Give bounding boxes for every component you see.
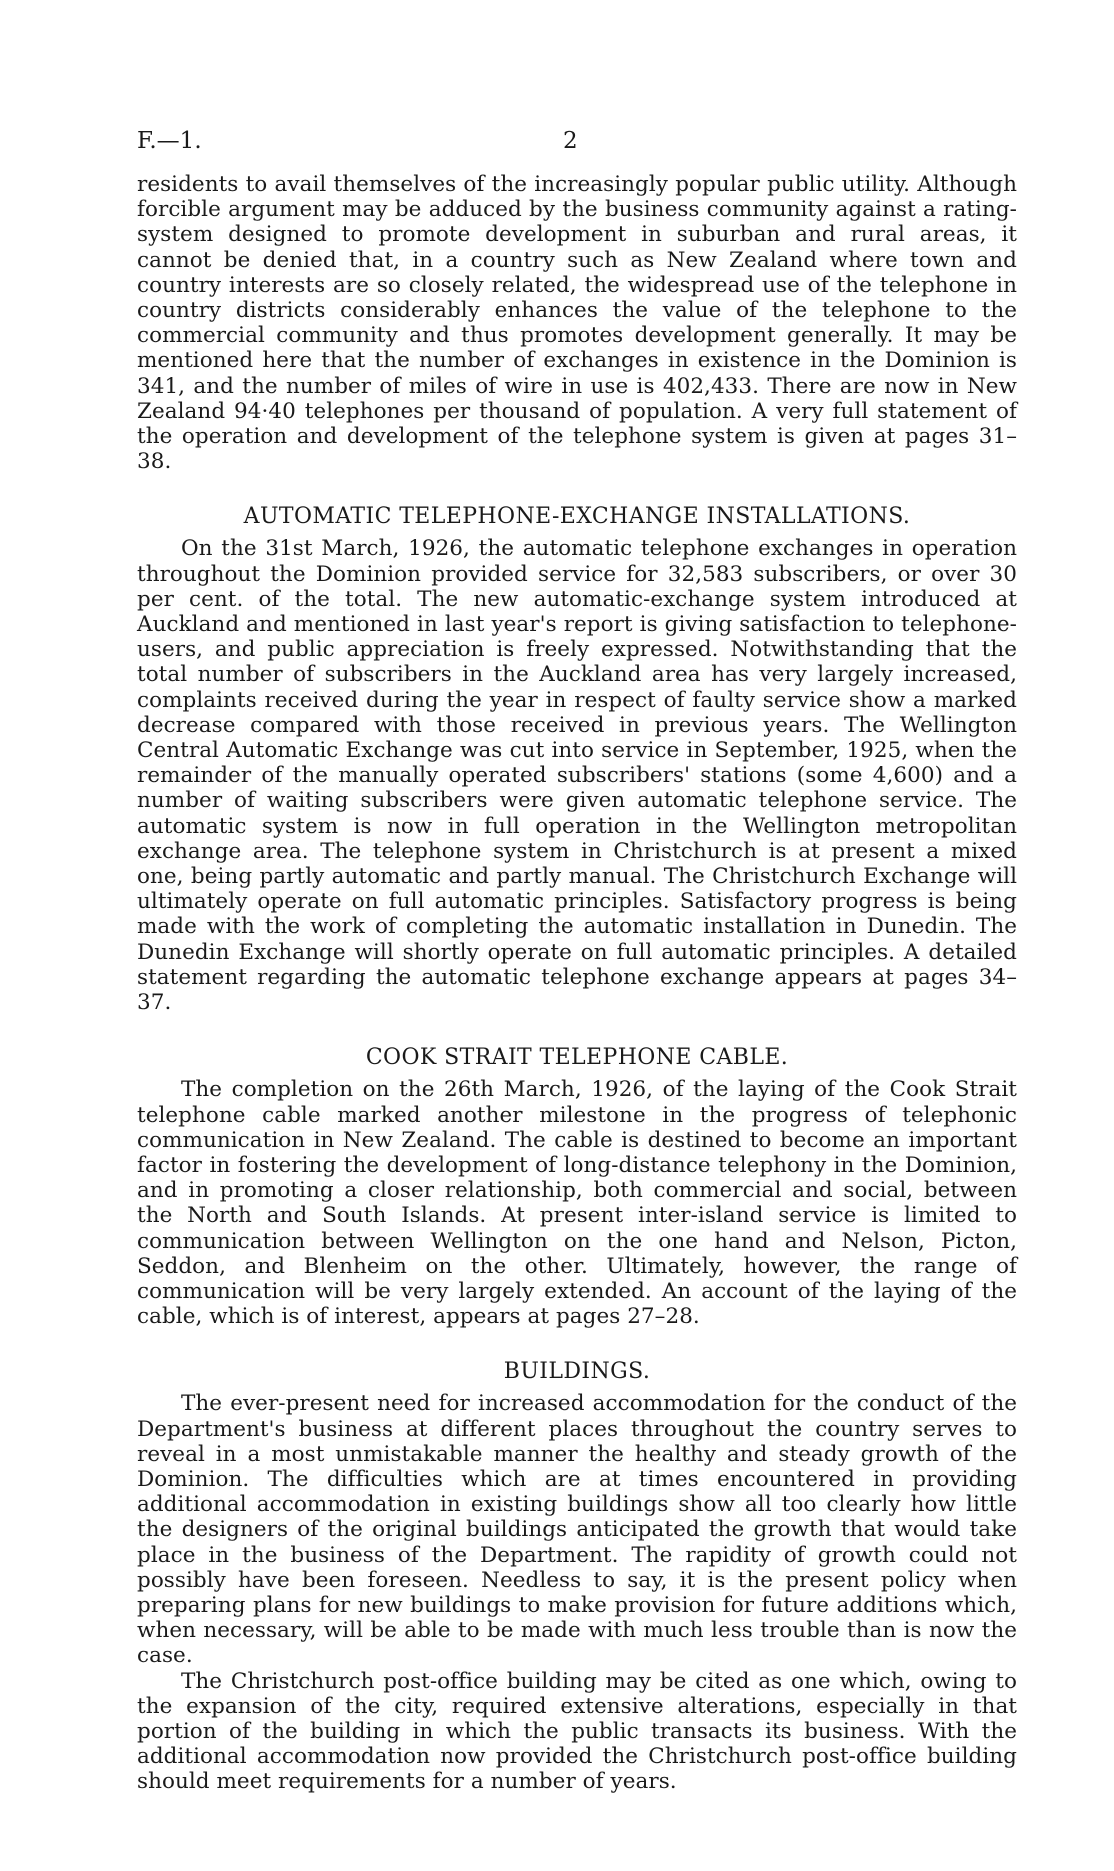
- buildings-paragraph-2: The Christchurch post-office building may be cited as one which, owing to the expansion of the city, required extensive alterations, especially in that portion of the building in which the public transacts its business. With the additional accommodation now provided the Christchurch post-office building should meet requirements for a number of years.: [137, 1668, 1017, 1795]
- cable-paragraph: The completion on the 26th March, 1926, of the laying of the Cook Strait telephone cable marked another milestone in the progress of telephonic communication in New Zealand. The cable is destined to become an important factor in fostering the development of long-distance telephony in the Dominion, and in promoting a closer relationship, both commercial and social, between the North and South Islands. At present inter-island service is limited to communication between Wellington on the one hand and Nelson, Picton, Seddon, and Blenheim on the other. Ultimately, however, the range of communication will be very largely extended. An account of the laying of the cable, which is of interest, appears at pages 27–28.: [137, 1077, 1017, 1330]
- section-heading-automatic: AUTOMATIC TELEPHONE-EXCHANGE INSTALLATIONS.: [243, 504, 911, 530]
- section-heading-buildings: BUILDINGS.: [503, 1359, 651, 1385]
- document-page: [137, 120, 1017, 1795]
- page-number: 2: [563, 128, 578, 154]
- intro-paragraph: residents to avail themselves of the increasingly popular public utility. Although forcible argument may be adduced by the business community against a rating-system designed to promote development in suburban and rural areas, it cannot be denied that, in a country such as New Zealand where town and country interests are so closely related, the widespread use of the telephone in country districts considerably enhances the value of the telephone to the commercial community and thus promotes development generally. It may be mentioned here that the number of exchanges in existence in the Dominion is 341, and the number of miles of wire in use is 402,433. There are now in New Zealand 94·40 telephones per thousand of population. A very full statement of the operation and development of the telephone system is given at pages 31–38.: [137, 172, 1017, 475]
- document-reference: F.—1.: [137, 128, 202, 154]
- buildings-paragraph-1: The ever-present need for increased accommodation for the conduct of the Department's business at different places throughout the country serves to reveal in a most unmistakable manner the healthy and steady growth of the Dominion. The difficulties which are at times encountered in providing additional accommodation in existing buildings show all too clearly how little the designers of the original buildings anticipated the growth that would take place in the business of the Department. The rapidity of growth could not possibly have been foreseen. Needless to say, it is the present policy when preparing plans for new buildings to make provision for future additions which, when necessary, will be able to be made with much less trouble than is now the case.: [137, 1391, 1017, 1669]
- body-text: [137, 172, 1017, 1795]
- automatic-paragraph: On the 31st March, 1926, the automatic telephone exchanges in operation throughout the Dominion provided service for 32,583 subscribers, or over 30 per cent. of the total. The new automatic-exchange system introduced at Auckland and mentioned in last year's report is giving satisfaction to telephone-users, and public appreciation is freely expressed. Notwithstanding that the total number of subscribers in the Auckland area has very largely increased, complaints received during the year in respect of faulty service show a marked decrease compared with those received in previous years. The Wellington Central Automatic Exchange was cut into service in September, 1925, when the remainder of the manually operated subscribers' stations (some 4,600) and a number of waiting subscribers were given automatic telephone service. The automatic system is now in full operation in the Wellington metropolitan exchange area. The telephone system in Christchurch is at present a mixed one, being partly automatic and partly manual. The Christchurch Exchange will ultimately operate on full automatic principles. Satisfactory progress is being made with the work of completing the automatic installation in Dunedin. The Dunedin Exchange will shortly operate on full automatic principles. A detailed statement regarding the automatic telephone exchange appears at pages 34–37.: [137, 536, 1017, 1016]
- running-head: [137, 120, 1017, 160]
- section-heading-cable: COOK STRAIT TELEPHONE CABLE.: [365, 1045, 789, 1071]
